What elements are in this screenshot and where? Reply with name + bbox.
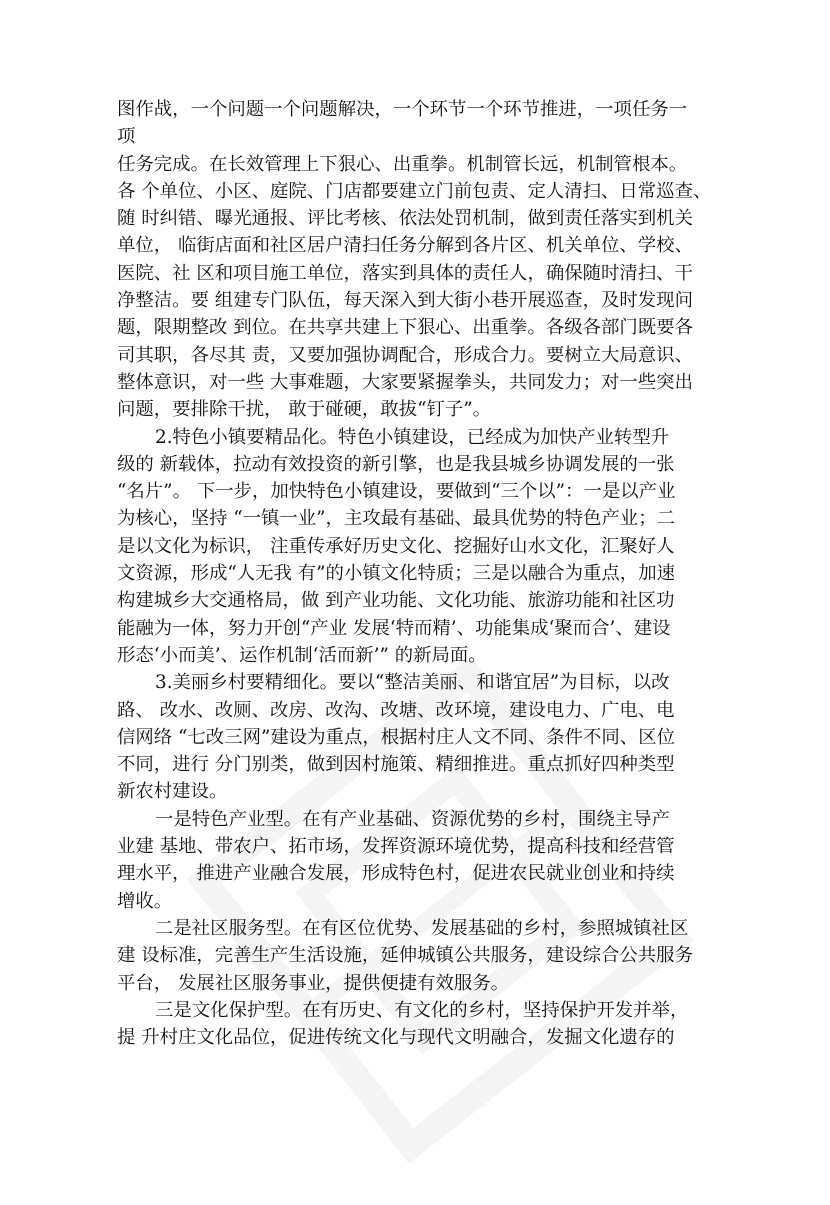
paragraph-start-line: 2.特色小镇要精品化。特色小镇建设，已经成为加快产业转型升: [155, 426, 670, 448]
text-line: 整体意识，对一些 大事难题，大家要紧握拳头，共同发力；对一些突出: [117, 371, 693, 393]
text-line: 能融为一体，努力开创“产业 发展‘特而精’、功能集成‘聚而合’、建设: [117, 617, 671, 639]
text-line: 增收。: [117, 890, 173, 912]
text-line: 单位， 临街店面和社区居户清扫任务分解到各片区、机关单位、学校、: [117, 235, 693, 257]
text-line: 建 设标准，完善生产生活设施，延伸城镇公共服务，建设综合公共服务: [117, 945, 693, 967]
text-line: 图作战，一个问题一个问题解决，一个环节一个环节推进，一项任务一: [117, 99, 688, 120]
text-line: 平台， 发展社区服务事业，提供便捷有效服务。: [117, 972, 510, 994]
text-line: 问题，要排除干扰， 敢于碰硬，敢拔“钉子”。: [117, 399, 492, 421]
text-line: 医院、社 区和项目施工单位，落实到具体的责任人，确保随时清扫、干: [117, 262, 693, 284]
text-line: 不同，进行 分门别类，做到因村施策、精细推进。重点抓好四种类型: [117, 754, 675, 776]
text-line: 为核心，坚持 “一镇一业”，主攻最有基础、最具优势的特色产业；二: [117, 508, 675, 530]
paragraph-start-line: 三是文化保护型。在有历史、有文化的乡村，坚持保护开发并举，: [155, 999, 689, 1021]
text-line: 新农村建设。: [117, 781, 228, 803]
text-line: 净整洁。要 组建专门队伍，每天深入到大街小巷开展巡查，及时发现问: [117, 290, 693, 312]
paragraph-start-line: 二是社区服务型。在有区位优势、发展基础的乡村，参照城镇社区: [155, 917, 689, 939]
text-line: 任务完成。在长效管理上下狠心、出重拳。机制管长远，机制管根本。: [117, 153, 688, 175]
text-line: 是以文化为标识， 注重传承好历史文化、挖掘好山水文化，汇聚好人: [117, 535, 675, 557]
text-line: “名片”。 下一步，加快特色小镇建设，要做到“三个以”：一是以产业: [117, 481, 676, 503]
text-line: 业建 基地、带农户、拓市场，发挥资源环境优势，提高科技和经营管: [117, 836, 675, 858]
text-line: 形态‘小而美’、运作机制‘活而新’” 的新局面。: [117, 644, 487, 666]
text-line: 构建城乡大交通格局，做 到产业功能、文化功能、旅游功能和社区功: [117, 590, 675, 612]
paragraph-start-line: 3.美丽乡村要精细化。要以“整洁美丽、和谐宜居”为目标，以改: [155, 672, 670, 694]
text-line: 信网络 “七改三网”建设为重点，根据村庄人文不同、条件不同、区位: [117, 726, 675, 748]
text-line: 随 时纠错、曝光通报、评比考核、依法处罚机制，做到责任落实到机关: [117, 208, 693, 230]
document-body: [117, 96, 733, 1051]
text-line: 提 升村庄文化品位，促进传统文化与现代文明融合，发掘文化遗存的: [117, 1027, 675, 1049]
paragraph-start-line: 一是特色产业型。在有产业基础、资源优势的乡村，围绕主导产: [155, 808, 670, 830]
text-line: 司其职，各尽其 责，又要加强协调配合，形成合力。要树立大局意识、: [117, 344, 693, 366]
text-line: 路、 改水、改厕、改房、改沟、改塘、改环境，建设电力、广电、电: [117, 699, 675, 721]
text-line: 题，限期整改 到位。在共享共建上下狠心、出重拳。各级各部门既要各: [117, 317, 693, 339]
text-line: 文资源，形成“人无我 有”的小镇文化特质；三是以融合为重点，加速: [117, 563, 675, 585]
text-line: 各 个单位、小区、庭院、门店都要建立门前包责、定人清扫、日常巡查、: [117, 180, 712, 202]
text-line: 理水平， 推进产业融合发展，形成特色村，促进农民就业创业和持续: [117, 863, 675, 885]
text-line: 级的 新载体，拉动有效投资的新引擎，也是我县城乡协调发展的一张: [117, 453, 675, 475]
text-line: 项: [117, 126, 136, 148]
